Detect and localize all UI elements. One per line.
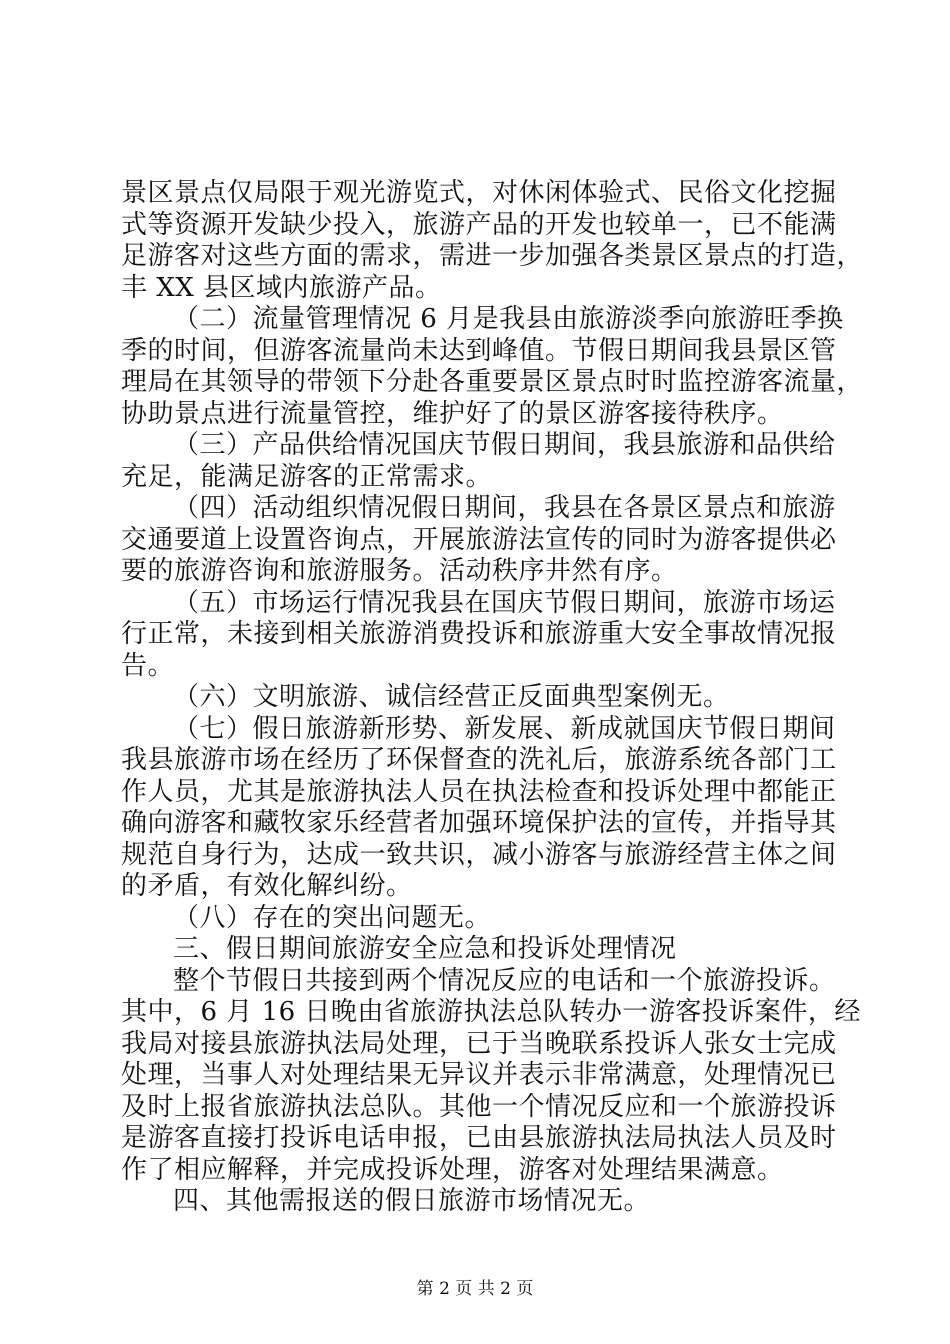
text-line: 季的时间，但游客流量尚未达到峰值。节假日期间我县景区管 [121, 335, 837, 366]
text-line: （五）市场运行情况我县在国庆节假日期间，旅游市场运 [173, 587, 836, 618]
text-line: 及时上报省旅游执法总队。其他一个情况反应和一个旅游投诉 [121, 1091, 837, 1122]
text-line: 我局对接县旅游执法局处理，已于当晚联系投诉人张女士完成 [121, 1028, 837, 1059]
text-line: 四、其他需报送的假日旅游市场情况无。 [173, 1186, 651, 1216]
text-line: （四）活动组织情况假日期间，我县在各景区景点和旅游 [173, 493, 836, 523]
page-footer [0, 1278, 950, 1300]
text-line: （三）产品供给情况国庆节假日期间，我县旅游和品供给 [173, 430, 836, 460]
page-number-label: 第 2 页 共 2 页 [416, 1279, 534, 1299]
text-line: 要的旅游咨询和旅游服务。活动秩序井然有序。 [121, 556, 678, 586]
text-line: 的矛盾，有效化解纠纷。 [121, 871, 413, 901]
text-line: （七）假日旅游新形势、新发展、新成就国庆节假日期间 [173, 713, 836, 744]
text-line: 我县旅游市场在经历了环保督查的洗礼后，旅游系统各部门工 [121, 745, 837, 775]
text-line: 确向游客和藏牧家乐经营者加强环境保护法的宣传，并指导其 [121, 808, 837, 838]
text-line: 理局在其领导的带领下分赴各重要景区景点时时监控游客流量， [121, 367, 864, 397]
text-line: 三、假日期间旅游安全应急和投诉处理情况 [173, 934, 677, 964]
text-line: （八）存在的突出问题无。 [173, 902, 492, 933]
text-line: 行正常，未接到相关旅游消费投诉和旅游重大安全事故情况报 [121, 619, 837, 649]
text-line: 交通要道上设置咨询点，开展旅游法宣传的同时为游客提供必 [121, 524, 837, 555]
text-line: 告。 [121, 650, 175, 681]
text-line: 景区景点仅局限于观光游览式，对休闲体验式、民俗文化挖掘 [121, 178, 837, 208]
text-line: 其中，6 月 16 日晚由省旅游执法总队转办一游客投诉案件，经 [121, 997, 861, 1027]
text-line: （六）文明旅游、诚信经营正反面典型案例无。 [173, 682, 730, 712]
text-line: 处理，当事人对处理结果无异议并表示非常满意，处理情况已 [121, 1060, 837, 1090]
text-line: 整个节假日共接到两个情况反应的电话和一个旅游投诉。 [173, 965, 836, 996]
text-line: 协助景点进行流量管控，维护好了的景区游客接待秩序。 [121, 398, 784, 429]
text-line: 规范自身行为，达成一致共识，减小游客与旅游经营主体之间 [121, 839, 837, 870]
text-line: 作人员，尤其是旅游执法人员在执法检查和投诉处理中都能正 [121, 776, 837, 807]
text-line: （二）流量管理情况 6 月是我县由旅游淡季向旅游旺季换 [173, 304, 844, 334]
text-line: 作了相应解释，并完成投诉处理，游客对处理结果满意。 [121, 1154, 784, 1185]
text-line: 丰 XX 县区域内旅游产品。 [121, 272, 442, 303]
document-body [121, 178, 864, 1218]
text-line: 充足，能满足游客的正常需求。 [121, 461, 493, 492]
text-line: 是游客直接打投诉电话申报，已由县旅游执法局执法人员及时 [121, 1123, 837, 1153]
text-line: 足游客对这些方面的需求，需进一步加强各类景区景点的打造， [121, 241, 864, 271]
text-line: 式等资源开发缺少投入，旅游产品的开发也较单一，已不能满 [121, 209, 837, 240]
